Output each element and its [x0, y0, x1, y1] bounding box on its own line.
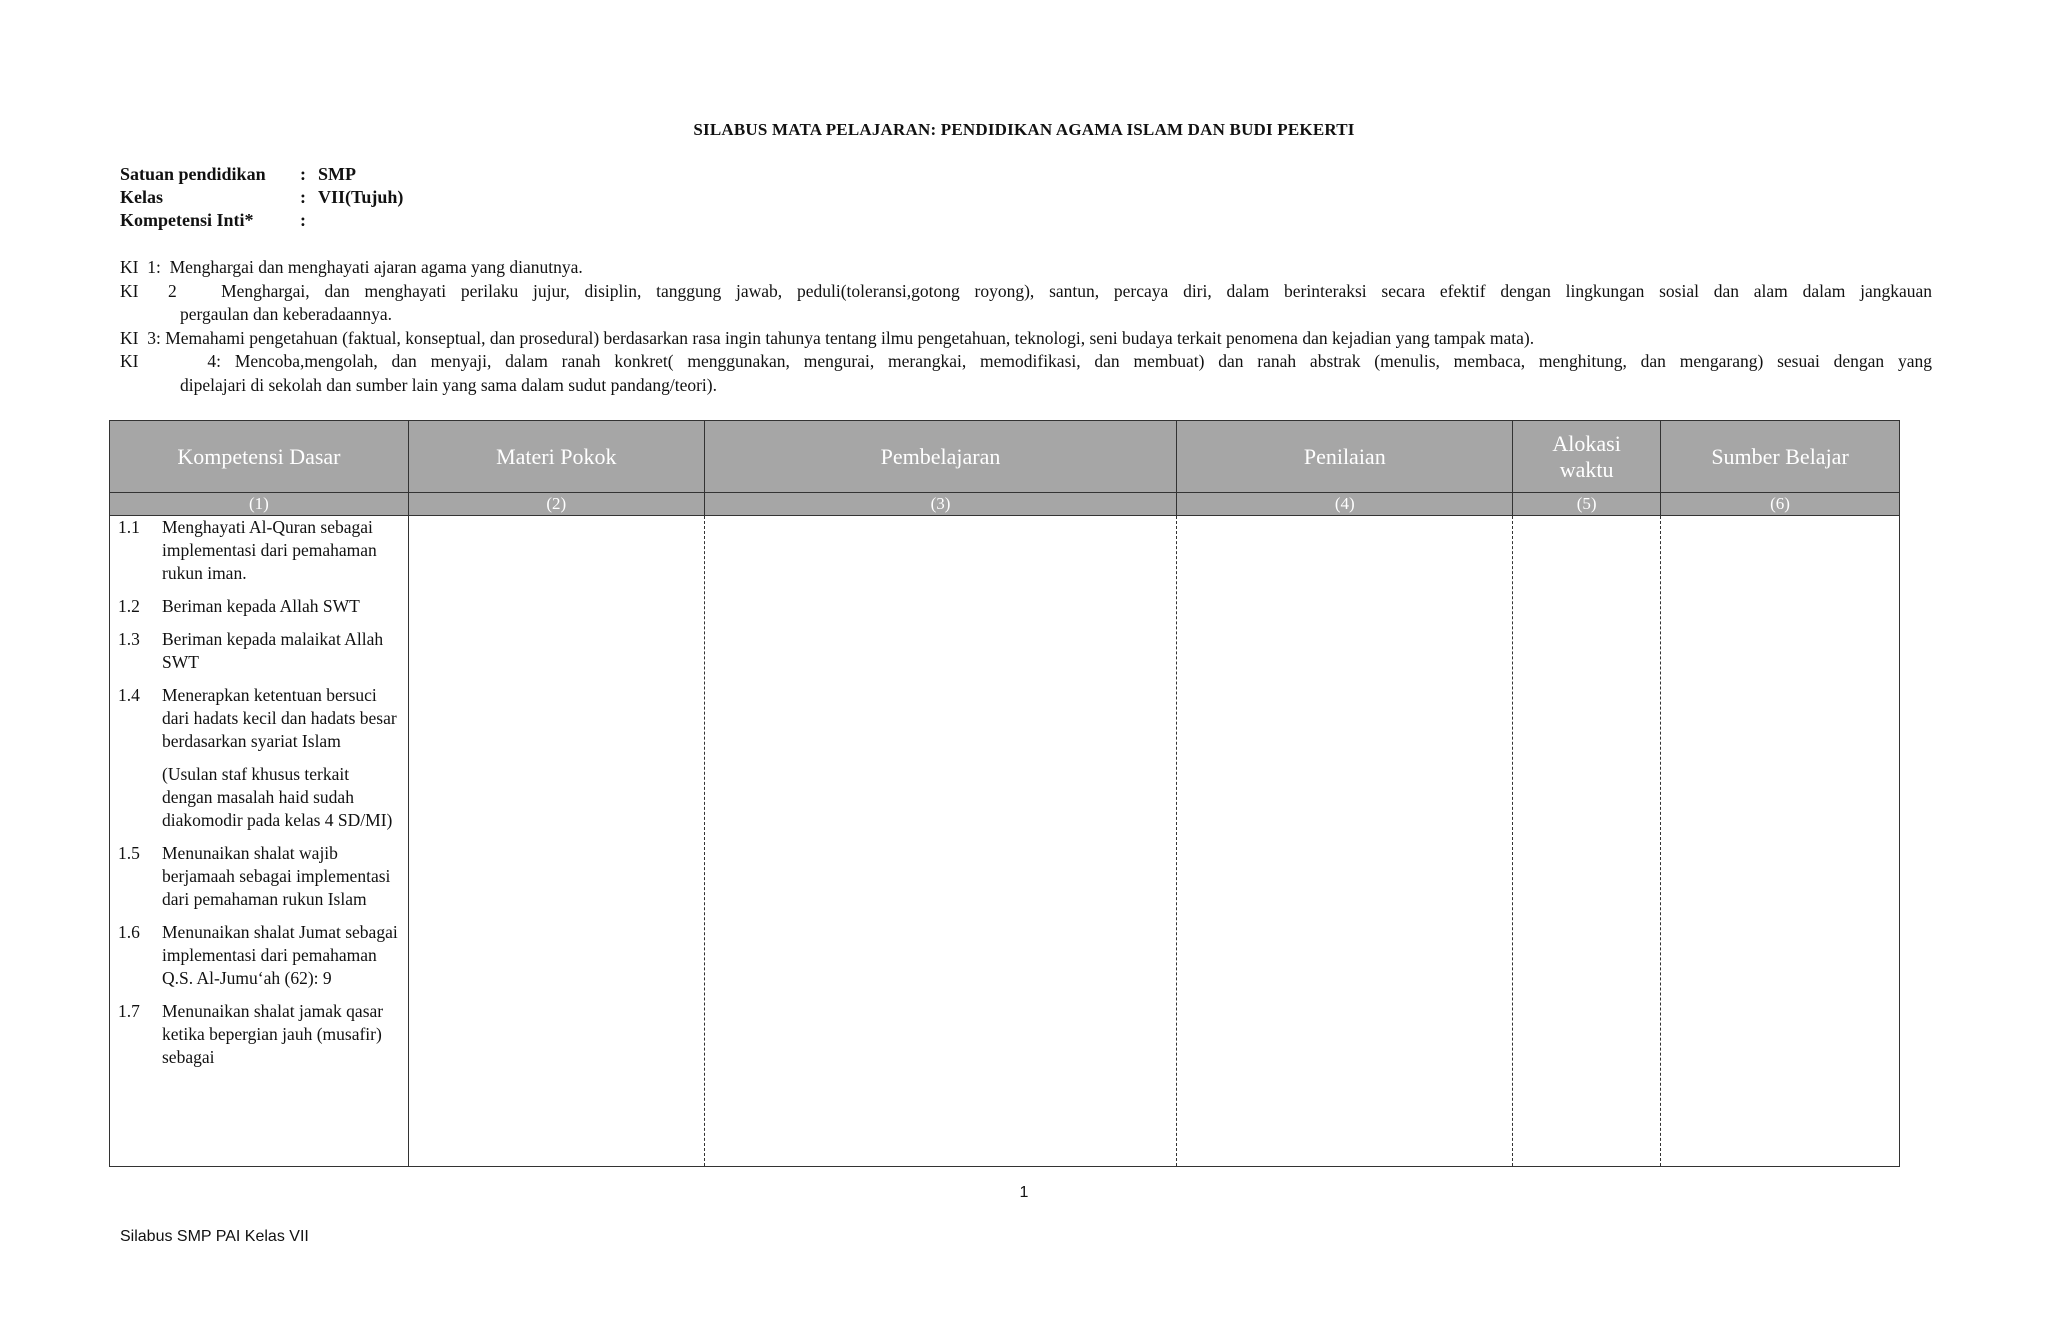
column-number: (1): [110, 493, 409, 516]
kompetensi-dasar-cell: [110, 516, 409, 1167]
meta-row-kelas: [120, 186, 403, 209]
header-materi-pokok: Materi Pokok: [408, 421, 704, 493]
column-number: (3): [704, 493, 1177, 516]
document-meta: [120, 163, 403, 232]
penilaian-cell: [1177, 516, 1513, 1167]
kd-number: 1.3: [118, 629, 140, 649]
kd-number: 1.4: [118, 685, 140, 705]
kompetensi-inti-list: [120, 256, 1932, 397]
ki-text: Menghargai dan menghayati ajaran agama yang dianutnya.: [169, 257, 583, 277]
kd-text: Beriman kepada Allah SWT: [162, 596, 360, 616]
kd-note: (Usulan staf khusus terkait dengan masalah haid sudah diakomodir pada kelas 4 SD/MI): [162, 764, 393, 830]
ki-label: KI 3:: [120, 327, 166, 348]
kd-text: Beriman kepada malaikat Allah SWT: [162, 629, 384, 672]
column-number: (4): [1177, 493, 1513, 516]
alokasi-waktu-cell: [1513, 516, 1661, 1167]
sumber-belajar-cell: [1661, 516, 1900, 1167]
kd-text: Menunaikan shalat wajib berjamaah sebagai implementasi dari pemahaman rukun Islam: [162, 843, 391, 909]
meta-colon: :: [300, 187, 306, 207]
meta-value: SMP: [318, 164, 356, 184]
kd-number: 1.2: [118, 596, 140, 616]
header-sumber-belajar: Sumber Belajar: [1661, 421, 1900, 493]
kd-number: 1.5: [118, 843, 140, 863]
kd-text: Menunaikan shalat Jumat sebagai implementasi dari pemahaman Q.S. Al-Jumu‘ah (62): 9: [162, 922, 398, 988]
ki-text: Menghargai, dan menghayati perilaku jujur, disiplin, tanggung jawab, peduli(toleransi,gotong royong), santun, percaya diri, dalam berinteraksi secara efektif dengan lingkungan sosial dan alam dalam jangkauan: [221, 280, 1933, 301]
list-item: [118, 1000, 402, 1069]
header-alokasi-waktu-label: Alokasi waktu: [1552, 430, 1621, 482]
kd-number: 1.6: [118, 922, 140, 942]
meta-label: Kelas: [120, 187, 163, 207]
ki-continuation: dipelajari di sekolah dan sumber lain yang sama dalam sudut pandang/teori).: [180, 374, 717, 395]
kd-text: Menunaikan shalat jamak qasar ketika bepergian jauh (musafir) sebagai: [162, 1001, 384, 1067]
kd-number: 1.7: [118, 1001, 140, 1021]
document-title: SILABUS MATA PELAJARAN: PENDIDIKAN AGAMA ISLAM DAN BUDI PEKERTI: [693, 120, 1355, 139]
ki-label: KI 1:: [120, 257, 170, 277]
meta-label: Kompetensi Inti*: [120, 210, 254, 230]
ki-label: KI 4:: [120, 351, 235, 371]
meta-colon: :: [300, 210, 306, 230]
ki-label: KI 2: [120, 280, 222, 301]
list-item: [118, 516, 402, 585]
ki-item-2: [120, 280, 1932, 327]
ki-continuation: pergaulan dan keberadaannya.: [180, 304, 392, 324]
page-footer: Silabus SMP PAI Kelas VII: [120, 1228, 309, 1245]
meta-row-satuan: [120, 163, 403, 186]
list-item: [118, 628, 402, 674]
pembelajaran-cell: [704, 516, 1177, 1167]
header-alokasi-waktu: [1513, 421, 1661, 493]
header-kompetensi-dasar: Kompetensi Dasar: [110, 421, 409, 493]
ki-first-line: [120, 350, 1932, 374]
ki-text: Memahami pengetahuan (faktual, konseptual, dan prosedural) berdasarkan rasa ingin tahunya tentang ilmu pengetahuan, teknologi, seni budaya terkait penomena dan kejadian yang tampak mata).: [165, 327, 1535, 348]
meta-label: Satuan pendidikan: [120, 164, 266, 184]
header-pembelajaran: Pembelajaran: [704, 421, 1177, 493]
list-item: [118, 595, 402, 618]
meta-colon: :: [300, 164, 306, 184]
kd-text: Menghayati Al-Quran sebagai implementasi dari pemahaman rukun iman.: [162, 517, 377, 583]
syllabus-table: [109, 420, 1900, 1167]
ki-item-1: [120, 256, 1932, 280]
column-number: (5): [1513, 493, 1661, 516]
page-number: 1: [1019, 1184, 1029, 1201]
table-row: [110, 516, 1900, 1167]
kompetensi-dasar-list: [110, 516, 408, 1069]
meta-value: VII(Tujuh): [318, 187, 404, 207]
ki-item-3: [120, 327, 1932, 351]
kd-number: 1.1: [118, 517, 140, 537]
list-item: [118, 921, 402, 990]
list-item: [118, 842, 402, 911]
list-item: [118, 684, 402, 753]
ki-first-line: [120, 280, 1932, 304]
meta-row-kompetensi-inti: [120, 209, 403, 232]
materi-pokok-cell: [408, 516, 704, 1167]
header-penilaian: Penilaian: [1177, 421, 1513, 493]
kd-text: Menerapkan ketentuan bersuci dari hadats kecil dan hadats besar berdasarkan syariat Islam: [162, 685, 397, 751]
ki-text: Mencoba,mengolah, dan menyaji, dalam ranah konkret( menggunakan, mengurai, merangkai, memodifikasi, dan membuat) dan ranah abstrak (menulis, membaca, menghitung, dan mengarang) sesuai dengan yang: [234, 351, 1932, 371]
ki-item-4: [120, 350, 1932, 397]
table-number-row: [110, 493, 1900, 516]
column-number: (6): [1661, 493, 1900, 516]
table-header-row: [110, 421, 1900, 493]
column-number: (2): [408, 493, 704, 516]
